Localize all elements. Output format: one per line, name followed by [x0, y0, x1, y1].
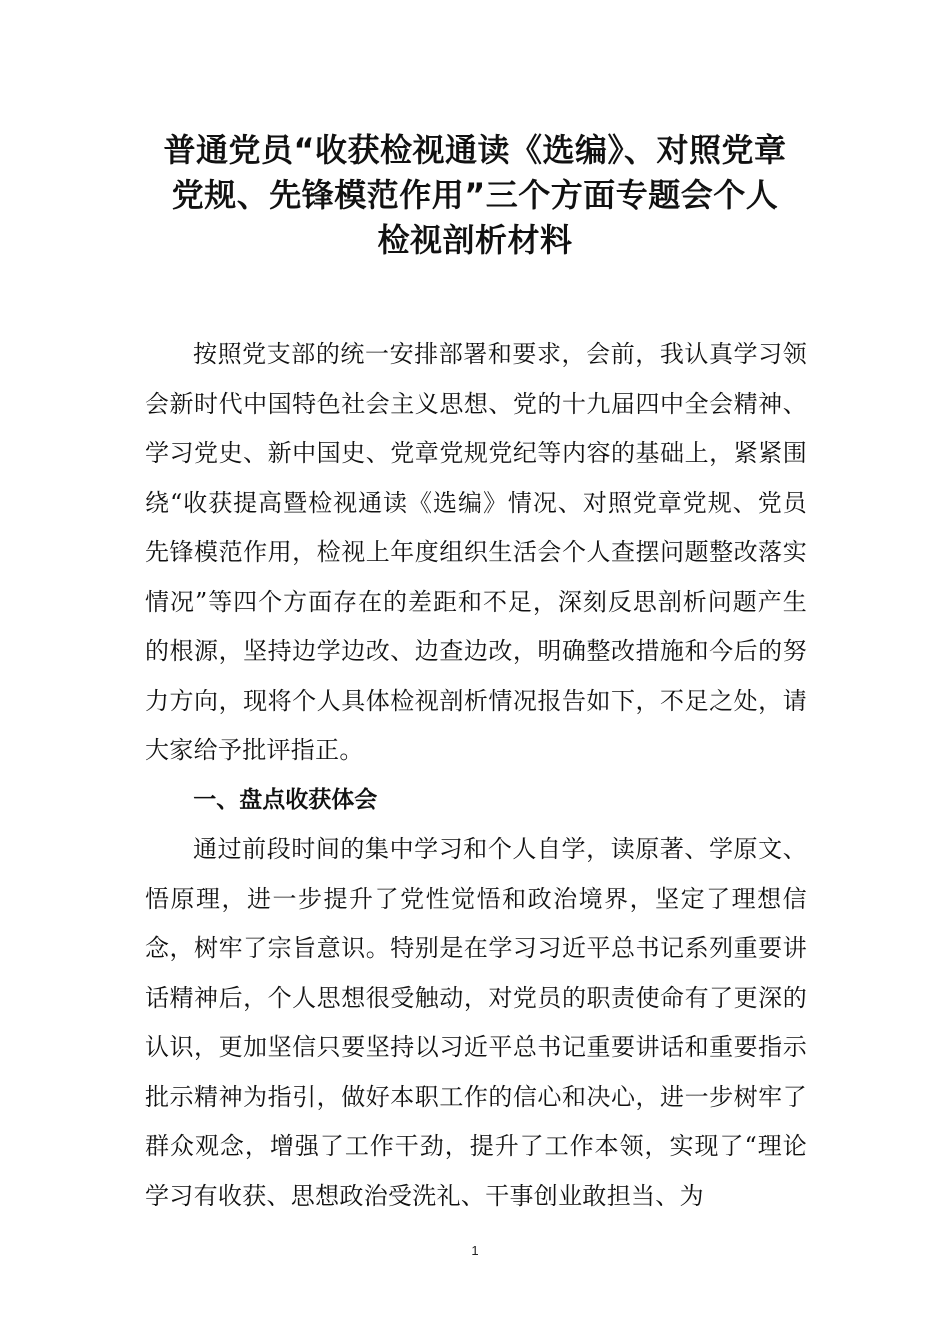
section-heading: 一、盘点收获体会: [193, 786, 378, 813]
page-number: 1: [471, 1243, 479, 1258]
intro-paragraph: 按照党支部的统一安排部署和要求，会前，我认真学习领会新时代中国特色社会主义思想、党的十九届四中全会精神、学习党史、新中国史、党章党规党纪等内容的基础上，紧紧围绕“收获提高暨检视通读《选编》情况、对照党章党规、党员先锋模范作用，检视上年度组织生活会个人查摆问题整改落实情况”等四个方面存在的差距和不足，深刻反思剖析问题产生的根源，坚持边学边改、边查边改，明确整改措施和今后的努力方向，现将个人具体检视剖析情况报告如下，不足之处，请大家给予批评指正。: [145, 340, 807, 764]
title-line-1: 普通党员“收获检视通读《选编》、对照党章: [163, 131, 787, 169]
document-title: [135, 128, 815, 263]
title-line-2: 党规、先锋模范作用”三个方面专题会个人: [171, 176, 779, 214]
title-line-3: 检视剖析材料: [377, 221, 573, 259]
section-paragraph: 通过前段时间的集中学习和个人自学，读原著、学原文、悟原理，进一步提升了党性觉悟和政治境界，坚定了理想信念，树牢了宗旨意识。特别是在学习习近平总书记系列重要讲话精神后，个人思想很受触动，对党员的职责使命有了更深的认识，更加坚信只要坚持以习近平总书记重要讲话和重要指示批示精神为指引，做好本职工作的信心和决心，进一步树牢了群众观念，增强了工作干劲，提升了工作本领，实现了“理论学习有收获、思想政治受洗礼、干事创业敢担当、为: [145, 835, 807, 1210]
document-body: [145, 330, 807, 1221]
